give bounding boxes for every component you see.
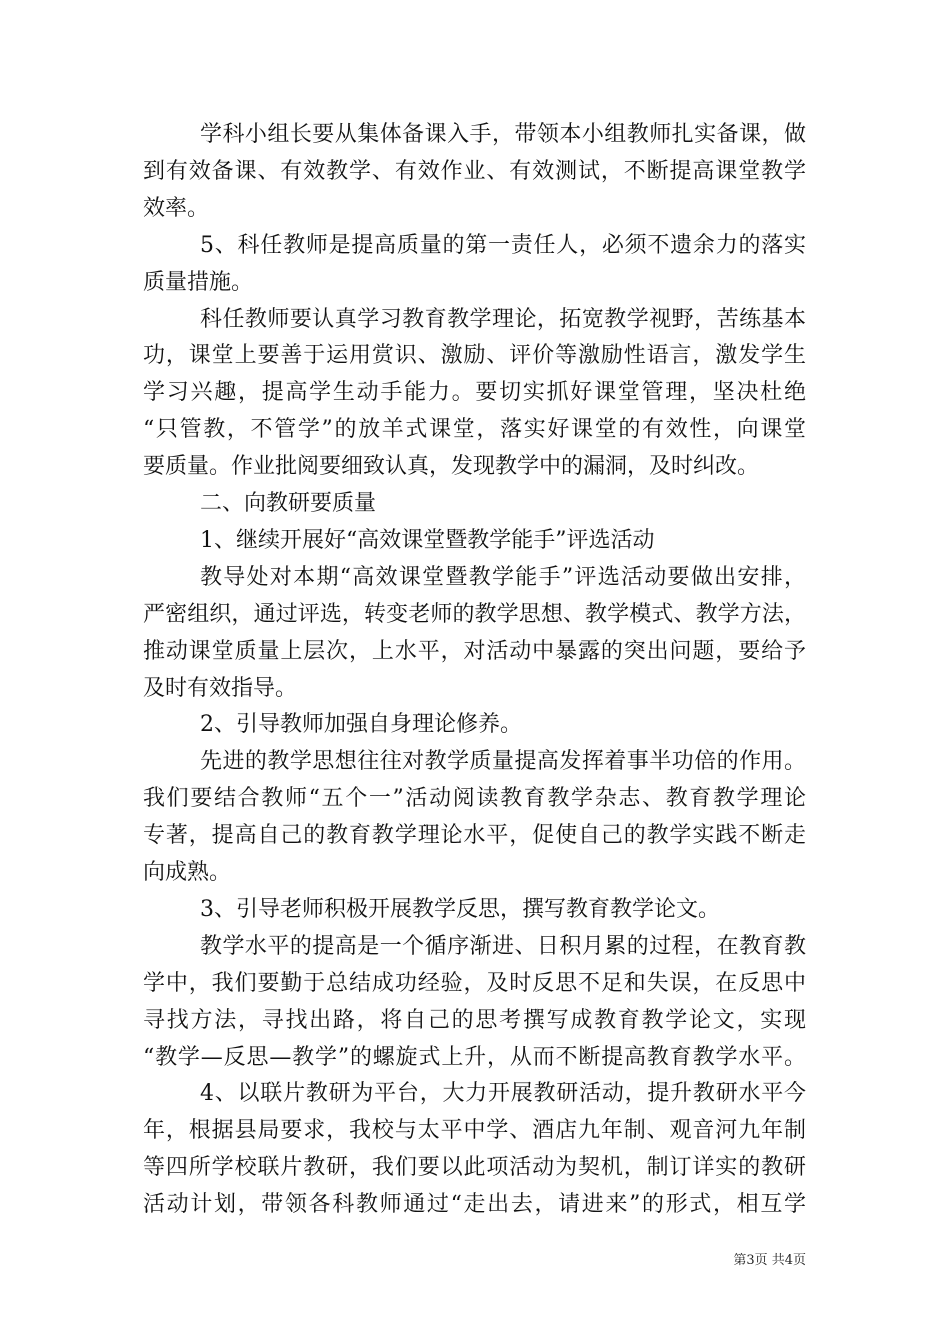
text-line: 推动课堂质量上层次，上水平，对活动中暴露的突出问题，要给予 (143, 638, 806, 664)
text-line: 3、引导老师积极开展教学反思，撰写教育教学论文。 (200, 896, 720, 922)
text-line: 教导处对本期“高效课堂暨教学能手”评选活动要做出安排， (200, 564, 806, 590)
text-line: 向成熟。 (143, 860, 232, 885)
text-line: 严密组织，通过评选，转变老师的教学思想、教学模式、教学方法， (143, 601, 806, 627)
text-line: 活动计划，带领各科教师通过“走出去，请进来”的形式，相互学 (143, 1192, 806, 1218)
text-line: 5、科任教师是提高质量的第一责任人，必须不遗余力的落实 (200, 232, 806, 258)
text-line: 先进的教学思想往往对教学质量提高发挥着事半功倍的作用。 (200, 749, 806, 775)
text-line: 功，课堂上要善于运用赏识、激励、评价等激励性语言，激发学生 (143, 343, 806, 369)
text-line: 科任教师要认真学习教育教学理论，拓宽教学视野，苦练基本 (200, 306, 806, 332)
text-line: 等四所学校联片教研，我们要以此项活动为契机，制订详实的教研 (143, 1155, 806, 1181)
text-line: “教学—反思—教学”的螺旋式上升，从而不断提高教育教学水平。 (143, 1044, 806, 1070)
text-line: 1、继续开展好“高效课堂暨教学能手”评选活动 (200, 527, 655, 553)
text-line: 二、向教研要质量 (200, 491, 377, 516)
text-line: 学中，我们要勤于总结成功经验，及时反思不足和失误，在反思中 (143, 970, 806, 996)
text-line: 及时有效指导。 (143, 675, 298, 701)
text-line: 2、引导教师加强自身理论修养。 (200, 712, 522, 738)
text-line: 质量措施。 (143, 269, 254, 295)
text-line: 到有效备课、有效教学、有效作业、有效测试，不断提高课堂教学 (143, 158, 806, 184)
text-line: 我们要结合教师“五个一”活动阅读教育教学杂志、教育教学理论 (143, 786, 806, 812)
text-line: 学科小组长要从集体备课入手，带领本小组教师扎实备课，做 (200, 122, 806, 147)
text-line: “只管教，不管学”的放羊式课堂，落实好课堂的有效性，向课堂 (143, 417, 806, 443)
text-line: 要质量。作业批阅要细致认真，发现教学中的漏洞，及时纠改。 (143, 454, 760, 480)
text-line: 教学水平的提高是一个循序渐进、日积月累的过程，在教育教 (200, 933, 806, 959)
text-line: 寻找方法，寻找出路，将自己的思考撰写成教育教学论文，实现 (143, 1007, 806, 1033)
text-line: 4、以联片教研为平台，大力开展教研活动，提升教研水平今 (200, 1081, 806, 1107)
page-number-footer: 第3页 共4页 (733, 1253, 806, 1268)
text-line: 学习兴趣，提高学生动手能力。要切实抓好课堂管理，坚决杜绝 (143, 380, 806, 406)
text-line: 年，根据县局要求，我校与太平中学、酒店九年制、观音河九年制 (143, 1118, 806, 1144)
text-line: 专著，提高自己的教育教学理论水平，促使自己的教学实践不断走 (143, 823, 806, 849)
text-line: 效率。 (143, 195, 210, 221)
